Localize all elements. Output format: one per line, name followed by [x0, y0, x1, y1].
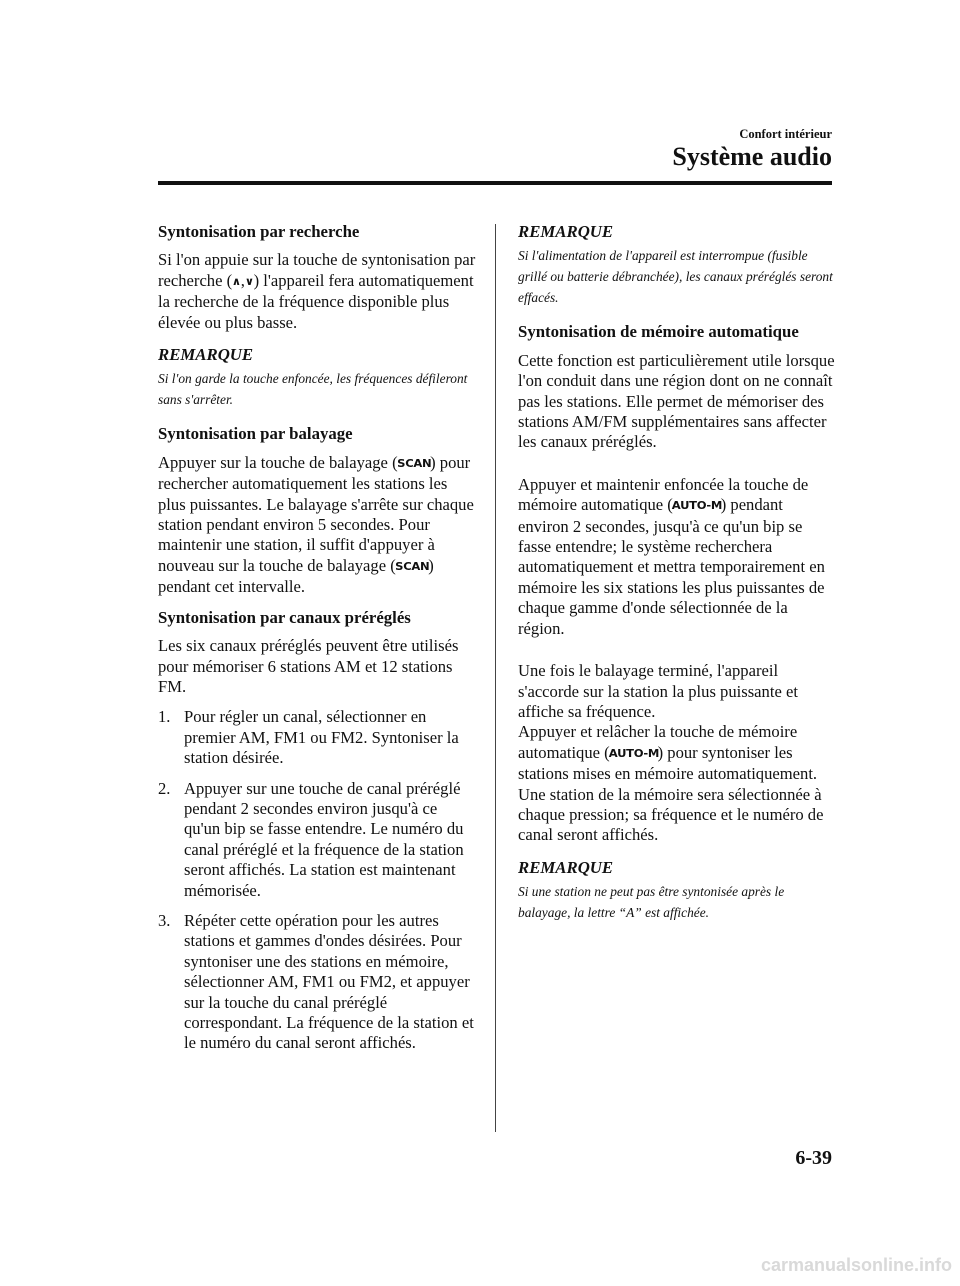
right-column — [518, 222, 836, 937]
paragraph-auto-memory-hold — [518, 475, 836, 639]
spacer — [518, 463, 836, 475]
text: , — [240, 270, 245, 290]
text: ) l'appareil fera automatiquement la recherche de la fréquence disponible plus élevée ou plus basse. — [158, 270, 474, 332]
list-number: 3. — [158, 910, 171, 930]
note-text: Si l'alimentation de l'appareil est interrompue (fusible grillé ou batterie débranchée), les canaux préréglés seront effacés. — [518, 248, 833, 306]
auto-m-button-icon: AUTO-M — [608, 746, 659, 760]
scan-button-icon: SCAN — [394, 559, 430, 573]
watermark-text: carmanualsonline.info — [760, 1255, 952, 1275]
text: Appuyer et relâcher la touche de mémoire automatique ( — [518, 722, 798, 762]
paragraph-auto-memory-intro: Cette fonction est particulièrement utile lorsque l'on conduit dans une région dont on ne connaît pas les stations. Elle permet de mémoriser des stations AM/FM supplémentaires sans affecter les canaux préréglés. — [518, 350, 835, 452]
column-divider — [495, 224, 496, 1132]
auto-m-button-icon: AUTO-M — [671, 499, 722, 513]
list-text: Appuyer sur une touche de canal préréglé pendant 2 secondes environ jusqu'à ce qu'un bip se fasse entendre. Le numéro du canal préréglé et la fréquence de la station seront affichés. La station est maintenant mémorisée. — [184, 778, 464, 900]
heading-auto-memory: Syntonisation de mémoire automatique — [518, 322, 799, 342]
list-item — [158, 707, 476, 768]
note-title: REMARQUE — [518, 222, 614, 241]
text: Si l'on appuie sur la touche de syntonisation par recherche ( — [158, 250, 476, 290]
heading-scan-tuning: Syntonisation par balayage — [158, 424, 353, 444]
text: Appuyer et maintenir enfoncée la touche de mémoire automatique ( — [518, 474, 809, 515]
note-text: Si une station ne peut pas être syntonisée après le balayage, la lettre “A” est affichée. — [518, 884, 785, 921]
list-text: Répéter cette opération pour les autres stations et gammes d'ondes désirées. Pour syntoniser une des stations en mémoire, sélectionner AM, FM1 ou FM2, et appuyer sur la touche du canal préréglé correspondant. La fréquence de la station et le numéro du canal seront affichés. — [184, 910, 474, 1053]
list-number: 2. — [158, 778, 171, 798]
seek-down-icon: ∨ — [244, 274, 254, 288]
scan-button-icon: SCAN — [396, 456, 431, 470]
text: ) pendant cet intervalle. — [158, 555, 434, 597]
watermark-logo — [704, 1250, 954, 1278]
page-number: 6-39 — [795, 1147, 832, 1169]
list-number: 1. — [158, 707, 171, 727]
header-section-label: Confort intérieur — [739, 127, 832, 141]
spacer — [518, 649, 836, 661]
text: ) pour rechercher automatiquement les stations les plus puissantes. Le balayage s'arrête sur chaque station pendant environ 5 secondes. Pour maintenir une station, il suffit d'appuyer à nouveau sur la touche de balayage ( — [158, 452, 474, 575]
list-item — [158, 911, 476, 1054]
note-title: REMARQUE — [518, 857, 614, 877]
heading-search-tuning: Syntonisation par recherche — [158, 222, 360, 241]
paragraph-scan-tuning — [158, 453, 476, 598]
paragraph-scan-complete: Une fois le balayage terminé, l'appareil s'accorde sur la station la plus puissante et affiche sa fréquence. — [518, 661, 798, 721]
left-column — [158, 222, 476, 1064]
header-rule — [158, 181, 832, 185]
note-title: REMARQUE — [158, 345, 254, 365]
text: ) pendant environ 2 secondes, jusqu'à ce qu'un bip se fasse entendre; le système recherchera automatiquement et mettra temporairement en mémoire les six stations les plus puissantes de chaque gamme d'onde sélectionnée de la région. — [518, 495, 825, 638]
list-text: Pour régler un canal, sélectionner en premier AM, FM1 ou FM2. Syntoniser la station désirée. — [184, 707, 459, 768]
seek-up-icon: ∧ — [231, 274, 242, 288]
heading-preset-tuning: Syntonisation par canaux préréglés — [158, 607, 411, 627]
page-title: Système audio — [672, 142, 832, 171]
paragraph-auto-memory-press — [518, 722, 836, 845]
paragraph-search-tuning — [158, 250, 476, 333]
paragraph-preset-tuning: Les six canaux préréglés peuvent être utilisés pour mémoriser 6 stations AM et 12 stations FM. — [158, 636, 459, 696]
note-text: Si l'on garde la touche enfoncée, les fréquences défileront sans s'arrêter. — [158, 371, 468, 408]
text: Appuyer sur la touche de balayage ( — [158, 452, 398, 472]
text: ) pour syntoniser les stations mises en mémoire automatiquement. Une station de la mémoire sera sélectionnée à chaque pression; sa fréquence et le numéro de canal seront affichés. — [518, 742, 824, 845]
list-item — [158, 779, 476, 901]
